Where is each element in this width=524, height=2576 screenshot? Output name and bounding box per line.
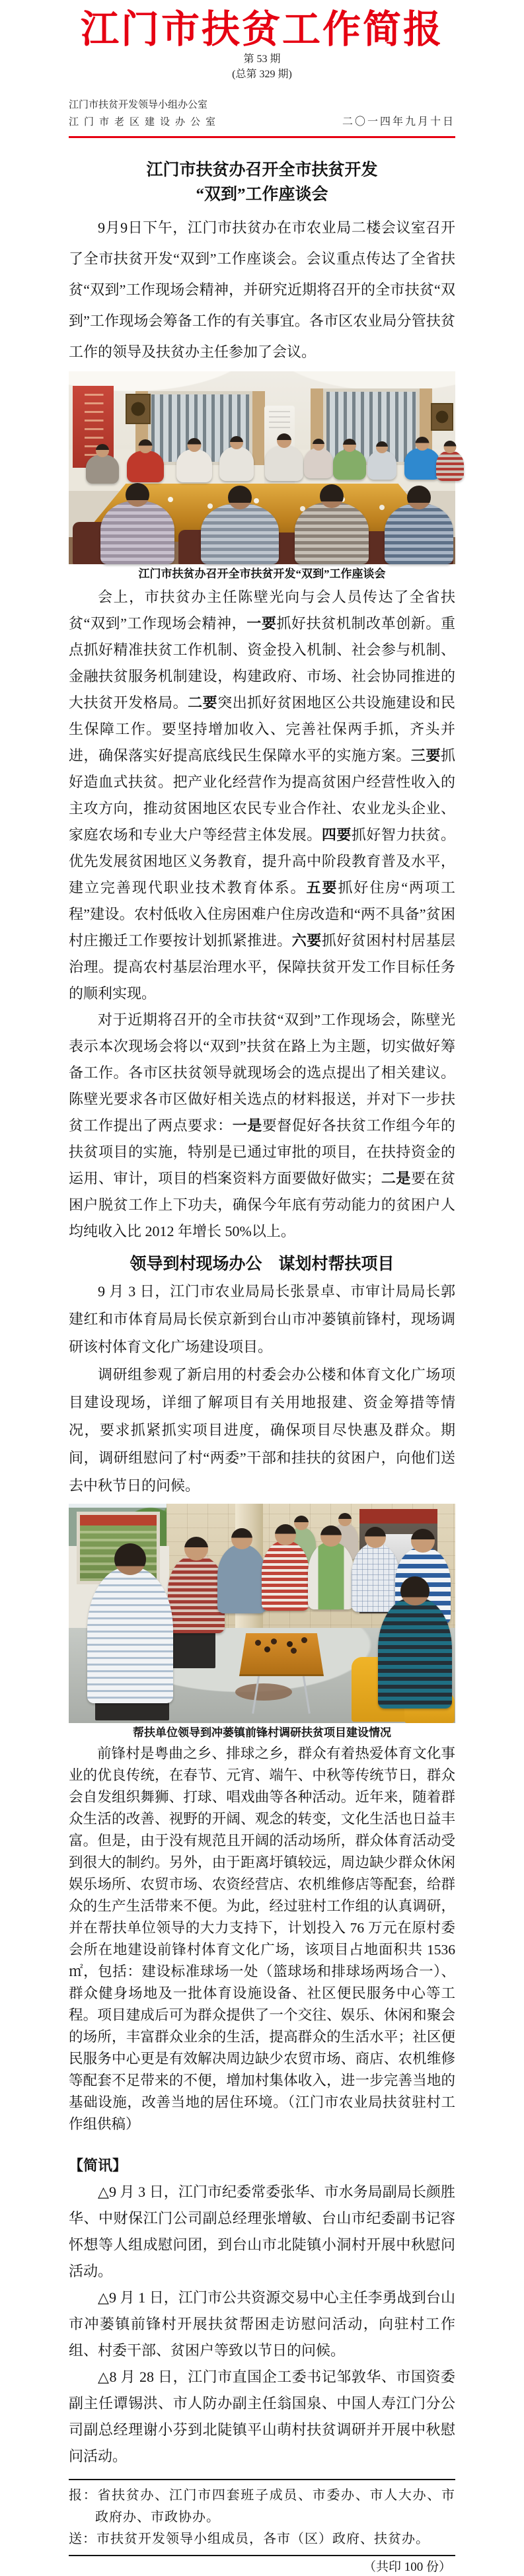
paragraph (69, 1743, 455, 2135)
issue-number: 第 53 期 (243, 54, 281, 65)
body-text: 会上，市扶贫办主任陈壁光向与会人员传达了全省扶贫“双到”工作现场会精神， (69, 589, 455, 632)
photo-art-wall-fan (126, 394, 151, 424)
person-figure (385, 503, 453, 564)
person-figure (86, 455, 119, 484)
emphasis-text: 五要 (306, 879, 338, 896)
distribution-footer (69, 2479, 455, 2576)
photo1-caption: 江门市扶贫办召开全市扶贫开发“双到”工作座谈会 (138, 568, 386, 580)
person-figure (87, 1567, 173, 1703)
body-text: 要督促好各扶贫工作组今年的扶贫项目的实施，特别是已通过审批的项目，在扶持资金的运用、审计，项目的档案资料方面要做好做实； (69, 1117, 455, 1187)
article1-title (69, 158, 455, 207)
article-2 (69, 1251, 455, 2135)
article2-body (69, 1743, 455, 2135)
person-figure (304, 448, 333, 478)
paragraph (69, 1361, 455, 1500)
person-figure (127, 451, 164, 482)
paragraph (69, 2179, 455, 2285)
paragraph (69, 2285, 455, 2364)
article1-title-line1: 江门市扶贫办召开全市扶贫开发 (146, 161, 378, 179)
meeting-photo-figure (69, 371, 455, 584)
emphasis-text: 二要 (188, 694, 218, 711)
page-content (69, 0, 455, 2576)
paragraph (69, 212, 455, 367)
paragraph (69, 1278, 455, 1361)
person-figure (262, 1541, 309, 1611)
distribution-box (69, 2479, 455, 2556)
body-text: 要在贫困户脱贫工作上下功夫，确保今年底有劳动能力的贫困户人均纯收入比 2012 年增长 50%以上。 (69, 1170, 455, 1239)
body-text: 突出抓好贫困地区公共设施建设和民生保障工作。要坚持增加收入、完善社保两手抓，齐头并进，确保落实好提高底线民生保障水平的实施方案。 (69, 694, 455, 764)
meeting-room-photo (69, 371, 455, 564)
send-to-line: 送：市扶贫开发领导小组成员，各市（区）政府、扶贫办。 (69, 2532, 430, 2546)
paragraph (69, 1007, 455, 1245)
person-figure (295, 502, 369, 564)
person-figure (265, 445, 303, 481)
paragraph (69, 2364, 455, 2470)
article2-title: 领导到村现场办公 谋划村帮扶项目 (130, 1255, 394, 1273)
article2-lead (69, 1278, 455, 1500)
article1-intro (69, 212, 455, 367)
body-text: 抓好造血式扶贫。把产业化经营作为提高贫困户经营性收入的主攻方向，推动贫困地区农民专业合作社、农业龙头企业、家庭农场和专业大户等经营主体发展。 (69, 747, 455, 843)
body-text: △9 月 1 日，江门市公共资源交易中心主任李勇战到台山市冲蒌镇前锋村开展扶贫帮困走访慰问活动，向驻村工作组、村委干部、贫困户等致以节日的问候。 (69, 2289, 455, 2359)
body-text: 抓好扶贫机制改革创新。重点抓好精准扶贫工作机制、资金投入机制、社会参与机制、金融扶贫服务机制建设，构建政府、市场、社会协同推进的大扶贫开发格局。 (69, 615, 455, 711)
body-text: 9 月 3 日，江门市农业局局长张景卓、市审计局局长郭建红和市体育局局长侯京新到台山市冲蒌镇前锋村，现场调研该村体育文化广场建设项目。 (69, 1283, 455, 1355)
body-text: 9月9日下午，江门市扶贫办在市农业局二楼会议室召开了全市扶贫开发“双到”工作座谈会。会议重点传达了全省扶贫“双到”工作现场会精神，并研究近期将召开的全市扶贫“双到”工作现场会筹备工作的有关事宜。各市区农业局分管扶贫工作的领导及扶贫办主任参加了会议。 (69, 219, 455, 360)
briefs-section (69, 2153, 455, 2470)
person-figure (404, 448, 440, 480)
report-to-line: 报：省扶贫办、江门市四套班子成员、市委办、市人大办、市政府办、市政协办。 (69, 2488, 455, 2524)
body-text: 抓好贫困村村居基层治理。提高农村基层治理水平，保障扶贫开发工作目标任务的顺利实现。 (69, 932, 455, 1002)
person-figure (367, 451, 396, 480)
issue-total-number: (总第 329 期) (232, 69, 292, 80)
briefs-items (69, 2179, 455, 2470)
print-count: （共印 100 份） (363, 2560, 451, 2574)
article1-body (69, 584, 455, 1245)
photo-art-wall-fan (431, 403, 453, 431)
village-photo-figure (69, 1504, 455, 1743)
bulletin-title: 江门市扶贫工作简报 (80, 8, 443, 51)
person-figure (378, 1598, 452, 1709)
person-figure (168, 1555, 225, 1633)
paragraph (69, 584, 455, 1007)
person-figure (100, 501, 174, 564)
briefs-header: 【简讯】 (69, 2157, 128, 2174)
emphasis-text: 六要 (291, 932, 322, 949)
photo-art-cups (168, 497, 173, 502)
emphasis-text: 一是 (232, 1117, 262, 1134)
emphasis-text: 三要 (410, 747, 441, 764)
issue-date: 二〇一四年九月十日 (342, 116, 455, 128)
person-figure (352, 1543, 399, 1612)
emphasis-text: 四要 (321, 827, 352, 843)
person-figure (217, 1545, 266, 1613)
issuing-org-2: 江门市老区建设办公室 (69, 117, 221, 128)
person-figure (176, 449, 212, 482)
body-text: 抓好住房“两项工程”建设。农村低收入住房困难户住房改造和“两不具备”贫困村庄搬迁工作要按计划抓紧推进。 (69, 879, 455, 949)
photo2-caption: 帮扶单位领导到冲蒌镇前锋村调研扶贫项目建设情况 (133, 1726, 391, 1739)
body-text: 抓好智力扶贫。优先发展贫困地区义务教育，提升高中阶段教育普及水平，建立完善现代职业技术教育体系。 (69, 827, 455, 896)
photo-art-tea-table (239, 1633, 324, 1676)
masthead-divider-rule (69, 136, 455, 138)
masthead (69, 0, 455, 138)
body-text: 对于近期将召开的全市扶贫“双到”工作现场会，陈壁光表示本次现场会将以“双到”扶贫在路上为主题，切实做好筹备工作。各市区扶贫领导就现场会的选点提出了相关建议。陈壁光要求各市区做好相关选点的材料报送，并对下一步扶贫工作提出了两点要求： (69, 1012, 455, 1134)
emphasis-text: 二是 (381, 1170, 411, 1187)
issuing-org-1: 江门市扶贫开发领导小组办公室 (69, 100, 208, 110)
body-text: 调研组参观了新启用的村委会办公楼和体育文化广场项目建设现场，详细了解项目有关用地报建、资金筹措等情况，要求抓紧抓实项目进度，确保项目尽快惠及群众。期间，调研组慰问了村“两委”干部和挂扶的贫困户，向他们送去中秋节日的问候。 (69, 1366, 455, 1494)
person-figure (333, 449, 366, 480)
article1-title-line2: “双到”工作座谈会 (196, 186, 328, 203)
emphasis-text: 一要 (246, 615, 277, 632)
person-figure (436, 451, 464, 481)
person-figure (308, 1542, 354, 1609)
village-visit-photo (69, 1504, 455, 1723)
person-figure (201, 503, 279, 564)
person-figure (219, 447, 254, 481)
masthead-org-row (69, 96, 455, 131)
body-text: 前锋村是粤曲之乡、排球之乡，群众有着热爱体育文化事业的优良传统，在春节、元宵、端午、中秋等传统节日，群众会自发组织舞狮、打球、唱戏曲等各种活动。近年来，随着群众生活的改善、视野的开阔、观念的转变，文化生活也日益丰富。但是，由于没有规范且开阔的活动场所，群众体育活动受到很大的制约。另外，由于距离圩镇较远，周边缺少群众休闲娱乐场所、农贸市场、农资经营店、农机维修店等配套，给群众的生产生活带来不便。为此，经过驻村工作组的认真调研，并在帮扶单位领导的大力支持下，计划投入 76 万元在原村委会所在地建设前锋村体育文化广场，该项目占地面积共 1536 ㎡，包括：建设标准球场一处（篮球场和排球场两场合一）、群众健身场地及一批体育设施设备、社区便民服务中心等工程。项目建成后可为群众提供了一个交往、娱乐、休闲和聚会的场所，丰富群众业余的生活，提高群众的生活水平；社区便民服务中心更是有效解决周边缺少农贸市场、商店、农机维修等配套不足带来的不便，增加村集体收入，进一步完善当地的基础设施，改善当地的居住环境。（江门市农业局扶贫驻村工作组供稿） (69, 1746, 455, 2132)
body-text: △8 月 28 日，江门市直国企工委书记邹敦华、市国资委副主任谭锡洪、市人防办副主任翁国泉、中国人寿江门分公司副总经理谢小芬到北陡镇平山萌村扶贫调研并开展中秋慰问活动。 (69, 2369, 455, 2464)
photo-art-floor-stain (235, 1683, 292, 1701)
body-text: △9 月 3 日，江门市纪委常委张华、市水务局副局长颜胜华、中财保江门公司副总经理张增敏、台山市纪委副书记容怀想等人组成慰问团，到台山市北陡镇小洞村开展中秋慰问活动。 (69, 2184, 455, 2279)
article-1 (69, 158, 455, 1245)
photo-art-cups (255, 1640, 261, 1646)
issuing-orgs (69, 96, 221, 131)
